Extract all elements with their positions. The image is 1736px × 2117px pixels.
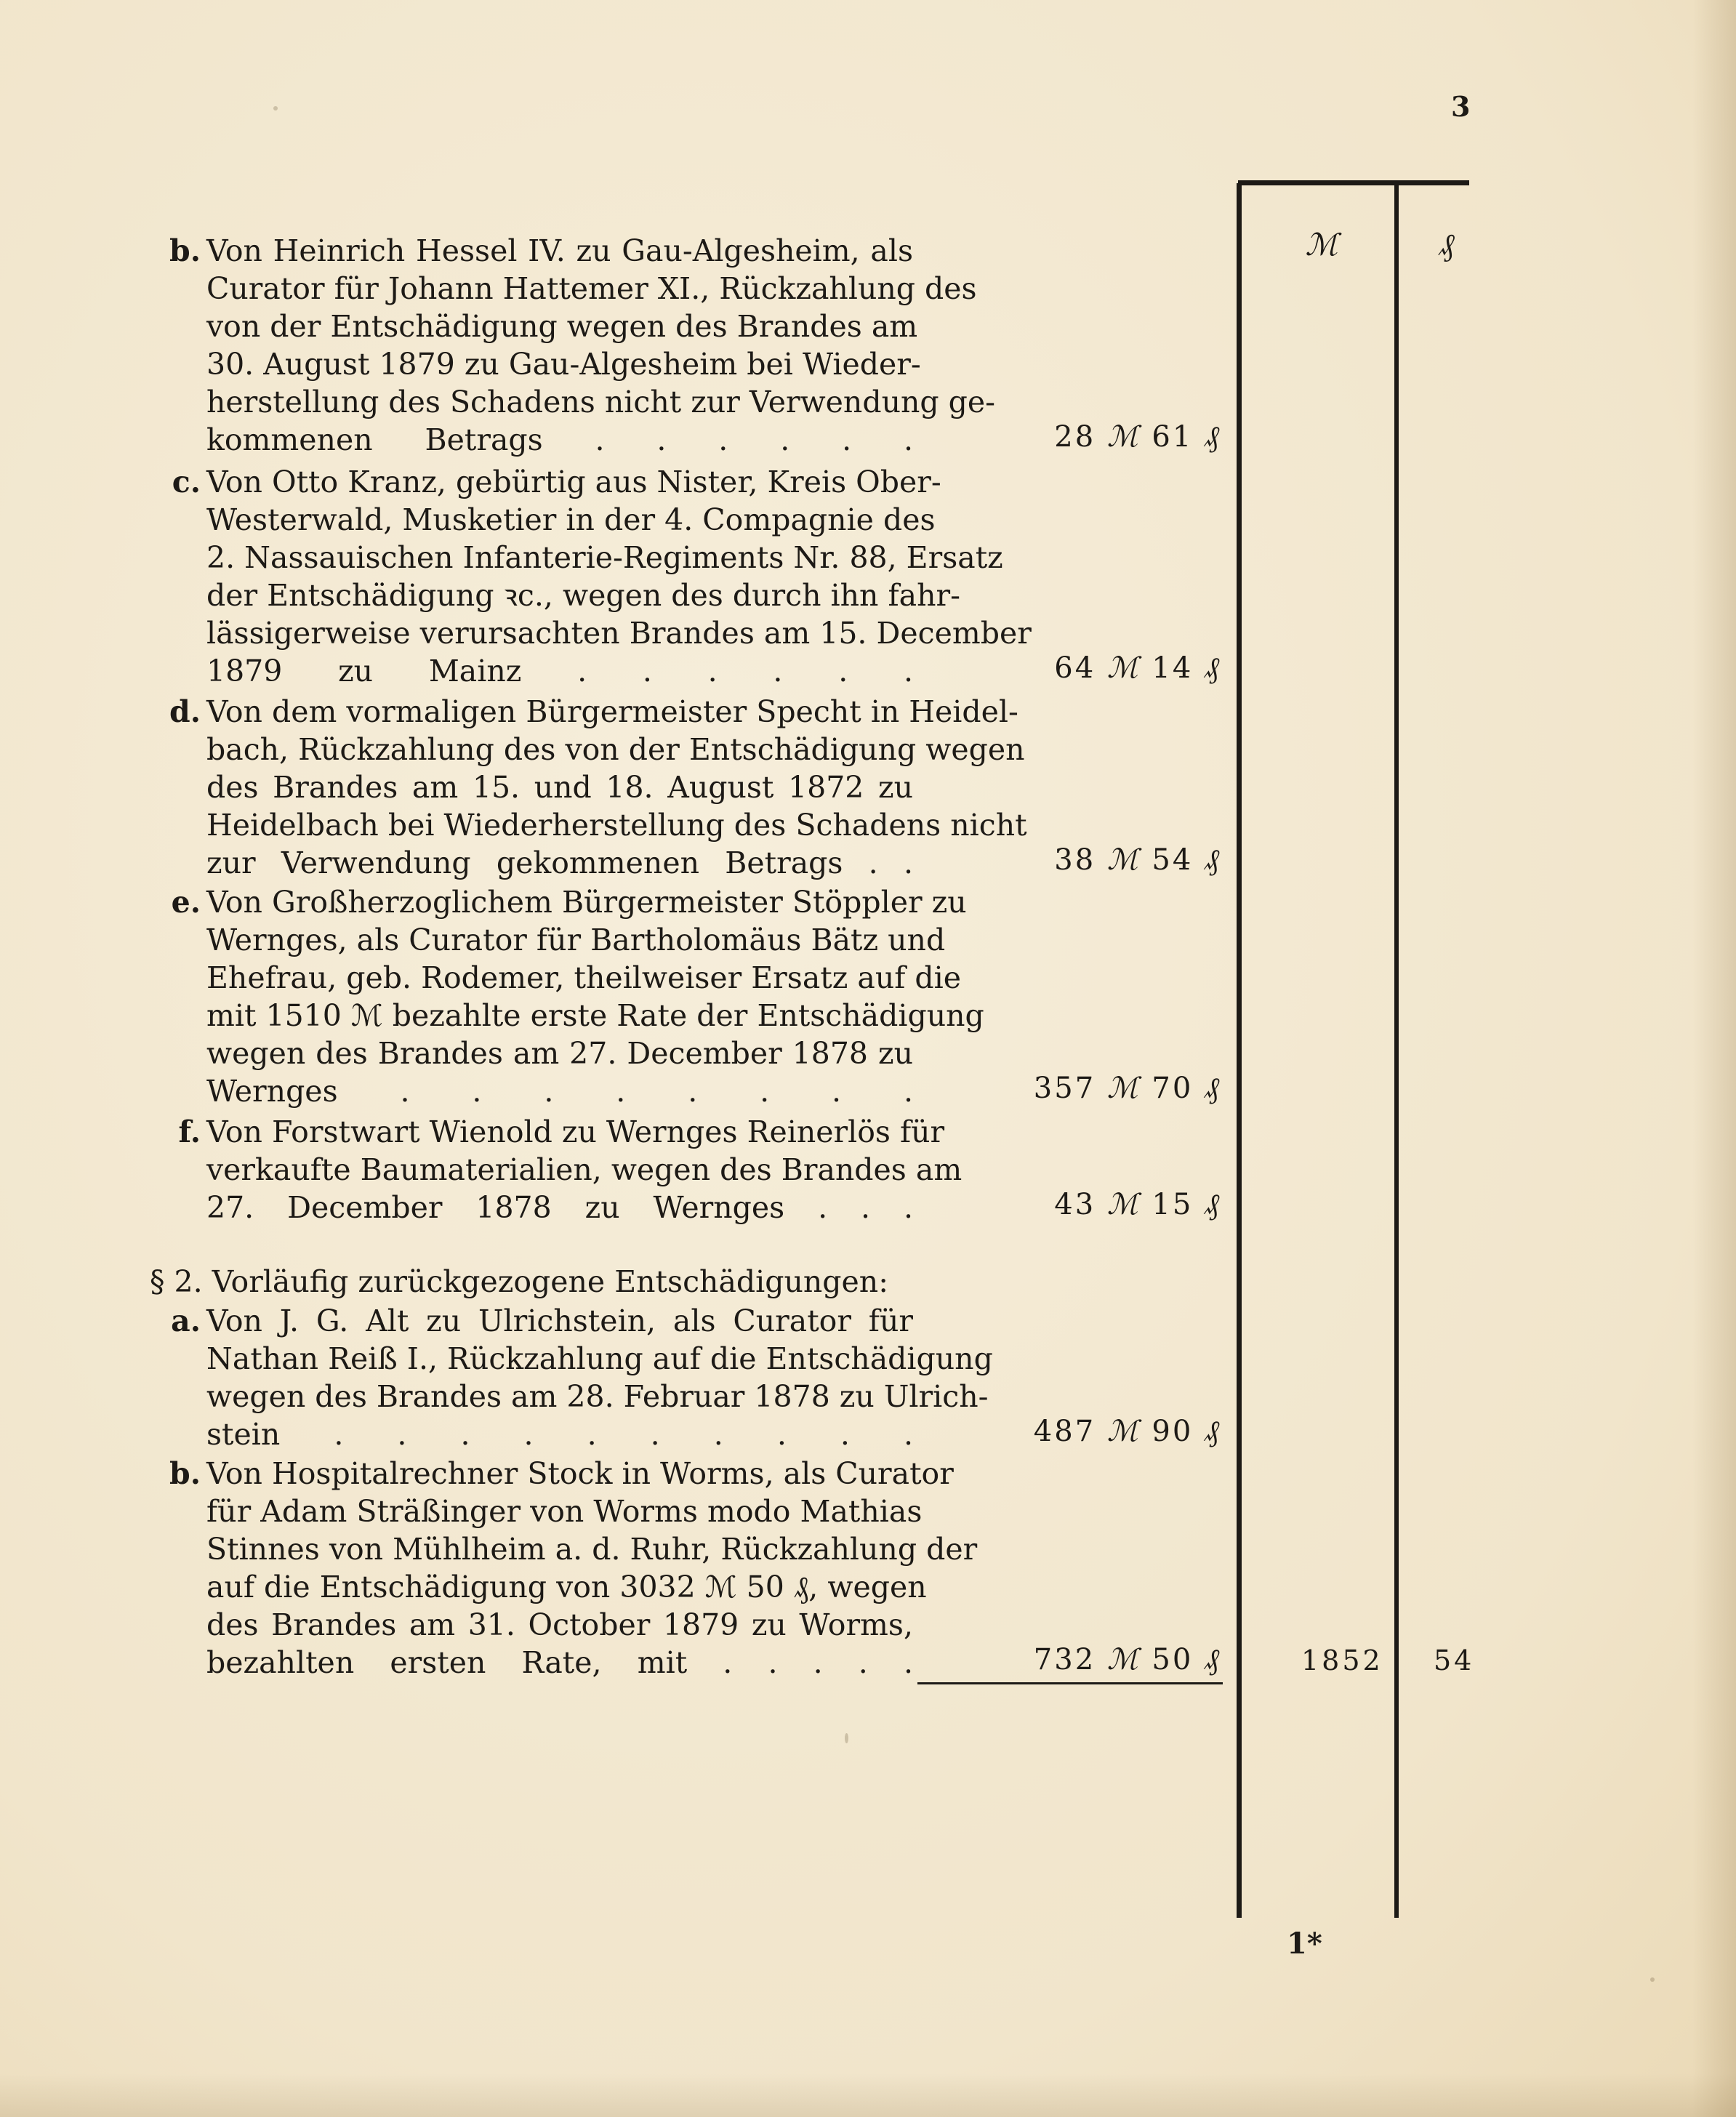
entry-amount — [1003, 417, 1221, 457]
entry-line: Von Heinrich Hessel IV. zu Gau-Algesheim, als — [206, 233, 913, 268]
mark-unit: ℳ — [1106, 1643, 1141, 1676]
entry-line: verkaufte Baumaterialien, wegen des Brandes am — [206, 1152, 963, 1187]
amount-mark: 43 — [1054, 1188, 1096, 1221]
mark-unit: ℳ — [1106, 1072, 1141, 1105]
entry-line: Ehefrau, geb. Rodemer, theilweiser Ersatz auf die — [206, 960, 962, 995]
column-divider-left — [1237, 183, 1242, 1918]
amount-pfennig: 15 — [1152, 1188, 1194, 1221]
signature-mark: 1* — [1287, 1927, 1322, 1961]
entry-line: 1879 zu Mainz . . . . . . — [206, 654, 913, 688]
entry-label: e. — [171, 885, 201, 920]
amount-mark: 357 — [1033, 1072, 1096, 1105]
entry-label: d. — [169, 694, 201, 729]
entry-line: mit 1510 ℳ bezahlte erste Rate der Entschädigung — [206, 998, 984, 1033]
entry-line: des Brandes am 31. October 1879 zu Worms, — [206, 1607, 913, 1642]
pfennig-unit: ₰ — [1205, 1415, 1221, 1448]
entry-line: für Adam Sträßinger von Worms modo Mathias — [206, 1494, 923, 1529]
entry-line: Von Forstwart Wienold zu Wernges Reinerlös für — [206, 1114, 945, 1149]
entry-label: f. — [178, 1114, 201, 1149]
paper-spot — [273, 106, 278, 111]
mark-unit: ℳ — [1106, 1415, 1141, 1448]
entry-line: kommenen Betrags . . . . . . — [206, 422, 913, 457]
amount-pfennig: 50 — [1152, 1643, 1194, 1676]
entry-line: bezahlten ersten Rate, mit . . . . . — [206, 1645, 913, 1680]
entry-line: Wernges, als Curator für Bartholomäus Bätz und — [206, 923, 946, 957]
entry-line: wegen des Brandes am 28. Februar 1878 zu Ulrich- — [206, 1379, 989, 1414]
entry-line: Nathan Reiß I., Rückzahlung auf die Entschädigung — [206, 1341, 993, 1376]
pfennig-unit: ₰ — [1205, 420, 1221, 454]
entry-label: b. — [169, 1456, 201, 1491]
entry-amount — [1003, 1640, 1221, 1679]
amount-pfennig: 70 — [1152, 1072, 1194, 1105]
entry-line: 30. August 1879 zu Gau-Algesheim bei Wieder- — [206, 347, 921, 382]
entry-line: Heidelbach bei Wiederherstellung des Schadens nicht — [206, 808, 1027, 843]
amount-pfennig: 90 — [1152, 1415, 1194, 1448]
entry-line: 27. December 1878 zu Wernges . . . — [206, 1190, 913, 1225]
pfennig-unit: ₰ — [1205, 651, 1221, 685]
entry-line: stein . . . . . . . . . . — [206, 1417, 913, 1452]
entry-line: des Brandes am 15. und 18. August 1872 zu — [206, 770, 913, 805]
entry-amount — [1003, 1185, 1221, 1224]
column-divider-right — [1394, 183, 1399, 1918]
page-edge-shadow — [1692, 0, 1736, 2117]
mark-unit: ℳ — [1106, 1188, 1141, 1221]
mark-unit: ℳ — [1106, 420, 1141, 454]
entry-amount — [1003, 1412, 1221, 1451]
amount-mark: 38 — [1054, 843, 1096, 877]
entry-line: Curator für Johann Hattemer XI., Rückzahlung des — [206, 271, 977, 306]
mark-unit: ℳ — [1106, 651, 1141, 685]
amount-pfennig: 61 — [1152, 420, 1194, 454]
entry-label: c. — [172, 465, 201, 499]
amount-mark: 64 — [1054, 651, 1096, 685]
sum-rule — [917, 1682, 1223, 1684]
page-bottom-shadow — [0, 2073, 1736, 2117]
paper-spot — [1650, 1977, 1655, 1982]
entry-line: Von J. G. Alt zu Ulrichstein, als Curator für — [206, 1303, 913, 1338]
entry-line: Stinnes von Mühlheim a. d. Ruhr, Rückzahlung der — [206, 1532, 978, 1567]
mark-unit: ℳ — [1106, 843, 1141, 877]
entry-line: von der Entschädigung wegen des Brandes am — [206, 309, 918, 344]
entry-amount — [1003, 1069, 1221, 1108]
pfennig-column-header: ₰ — [1439, 227, 1455, 262]
pfennig-unit: ₰ — [1205, 1072, 1221, 1105]
entry-line: Wernges . . . . . . . . — [206, 1074, 913, 1109]
entry-line: Westerwald, Musketier in der 4. Compagnie des — [206, 502, 936, 537]
entry-label: b. — [169, 233, 201, 268]
entry-line: Von Hospitalrechner Stock in Worms, als Curator — [206, 1456, 954, 1491]
amount-pfennig: 54 — [1152, 843, 1194, 877]
section-heading: § 2. Vorläufig zurückgezogene Entschädigungen: — [150, 1264, 889, 1299]
entry-line: Von dem vormaligen Bürgermeister Specht in Heidel- — [206, 694, 1018, 729]
entry-amount — [1003, 840, 1221, 880]
entry-line: auf die Entschädigung von 3032 ℳ 50 ₰, wegen — [206, 1570, 927, 1604]
pfennig-unit: ₰ — [1205, 1643, 1221, 1676]
entry-line: zur Verwendung gekommenen Betrags . . — [206, 845, 913, 880]
page-number: 3 — [1451, 90, 1471, 123]
pfennig-unit: ₰ — [1205, 843, 1221, 877]
pfennig-unit: ₰ — [1205, 1188, 1221, 1221]
amount-mark: 732 — [1033, 1643, 1096, 1676]
sum-pfennig: 54 — [1434, 1644, 1475, 1676]
entry-amount — [1003, 648, 1221, 688]
entry-line: herstellung des Schadens nicht zur Verwendung ge- — [206, 385, 996, 419]
entry-line: Von Otto Kranz, gebürtig aus Nister, Kreis Ober- — [206, 465, 941, 499]
entry-line: lässigerweise verursachten Brandes am 15. December — [206, 616, 1032, 651]
entry-label: a. — [171, 1303, 201, 1338]
entry-line: bach, Rückzahlung des von der Entschädigung wegen — [206, 732, 1025, 767]
entry-line: der Entschädigung ꝛc., wegen des durch ihn fahr- — [206, 578, 960, 613]
amount-pfennig: 14 — [1152, 651, 1194, 685]
amount-mark: 28 — [1054, 420, 1096, 454]
entry-line: 2. Nassauischen Infanterie-Regiments Nr. 88, Ersatz — [206, 540, 1003, 575]
amount-mark: 487 — [1033, 1415, 1096, 1448]
column-top-rule — [1238, 180, 1469, 185]
mark-column-header: ℳ — [1305, 227, 1338, 262]
entry-line: wegen des Brandes am 27. December 1878 zu — [206, 1036, 913, 1071]
sum-mark: 1852 — [1301, 1644, 1383, 1676]
entry-line: Von Großherzoglichem Bürgermeister Stöppler zu — [206, 885, 967, 920]
paper-spot — [845, 1733, 848, 1743]
